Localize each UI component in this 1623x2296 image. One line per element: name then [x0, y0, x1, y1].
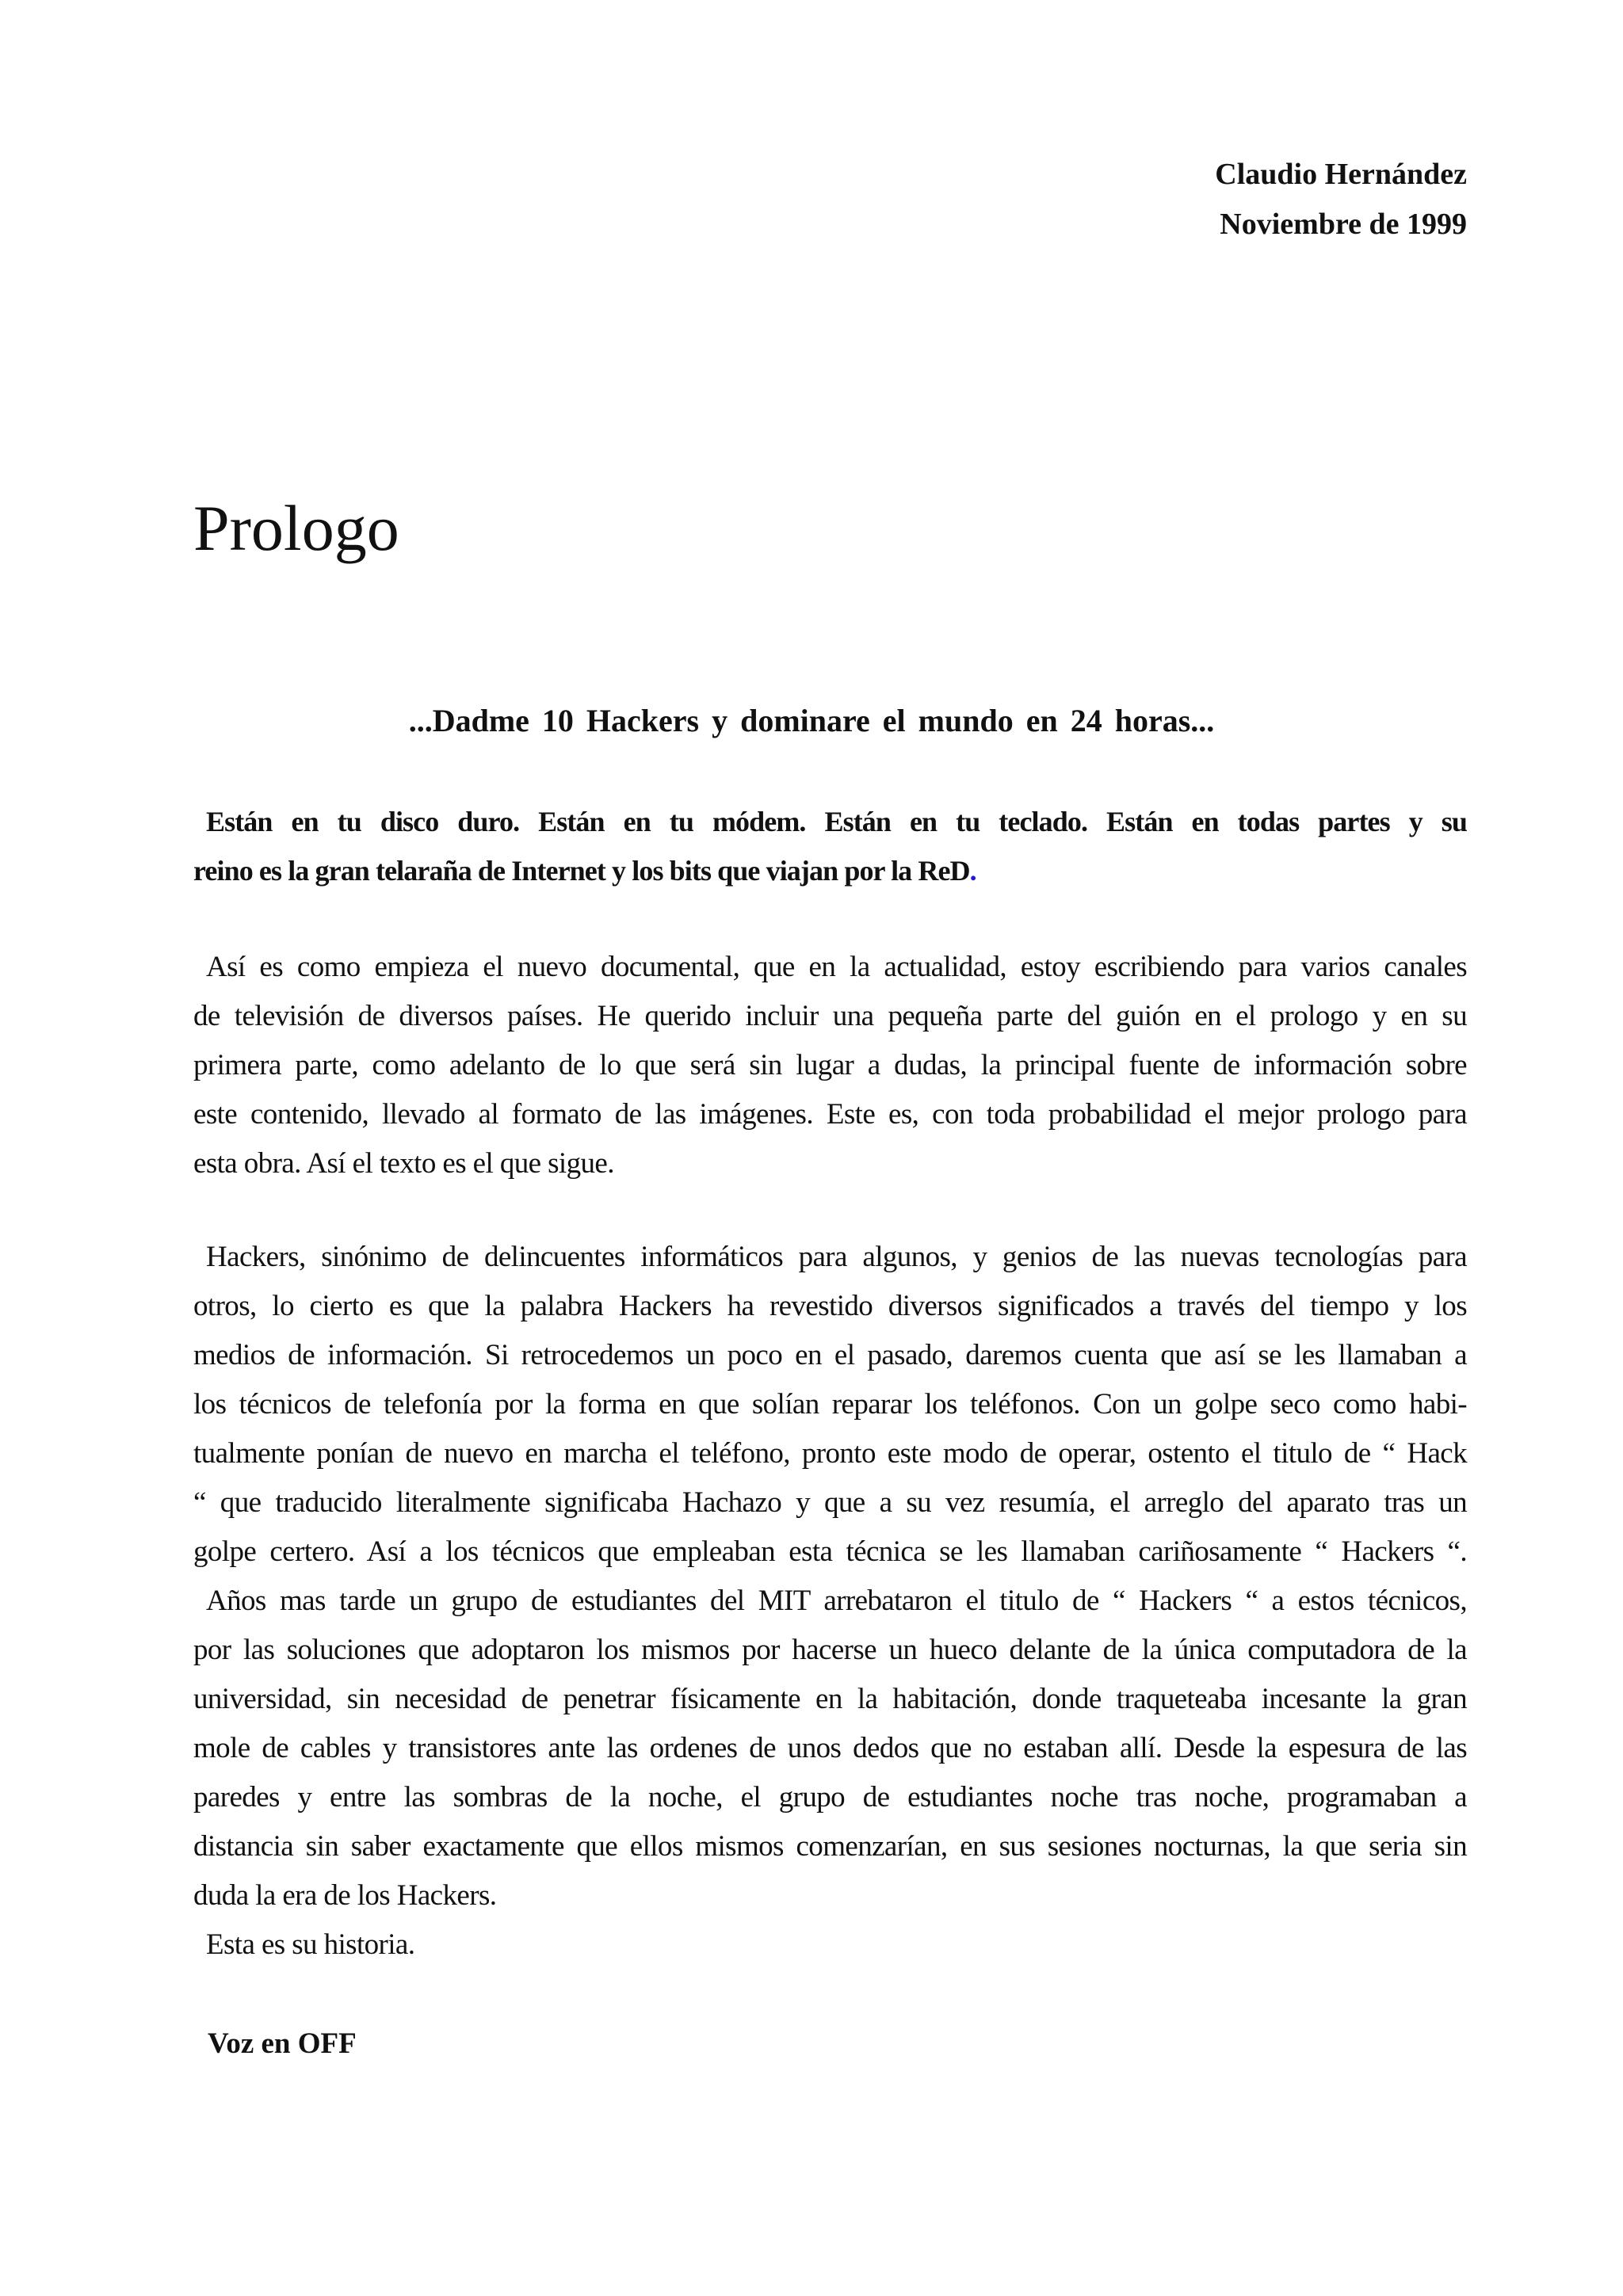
- page-title: Prologo: [193, 492, 399, 564]
- paragraph-line: de televisión de diversos países. He querido incluir una pequeña parte del guión en el prologo y en su: [193, 1000, 1467, 1032]
- paragraph-line: Hackers, sinónimo de delincuentes informáticos para algunos, y genios de las nuevas tecnologías para: [206, 1241, 1467, 1273]
- paragraph-line: este contenido, llevado al formato de las imágenes. Este es, con toda probabilidad el mejor prologo para: [193, 1098, 1467, 1131]
- paragraph-line: universidad, sin necesidad de penetrar físicamente en la habitación, donde traqueteaba incesante la gran: [193, 1683, 1467, 1715]
- paragraph-1: [193, 943, 1467, 1188]
- signature: Voz en OFF: [208, 2027, 357, 2060]
- paragraph-line: por las soluciones que adoptaron los mismos por hacerse un hueco delante de la única computadora de la: [193, 1634, 1467, 1666]
- paragraph-line: medios de información. Si retrocedemos un poco en el pasado, daremos cuenta que así se les llamaban a: [193, 1339, 1467, 1371]
- paragraph-line: los técnicos de telefonía por la forma en que solían reparar los teléfonos. Con un golpe seco como habi-: [193, 1388, 1467, 1421]
- intro-line-text: reino es la gran telaraña de Internet y los bits que viajan por la ReD: [193, 855, 970, 887]
- author-date: Noviembre de 1999: [1220, 208, 1467, 241]
- paragraph-line: esta obra. Así el texto es el que sigue.: [193, 1147, 614, 1180]
- paragraph-line: mole de cables y transistores ante las ordenes de unos dedos que no estaban allí. Desde la espesura de las: [193, 1732, 1467, 1764]
- paragraph-2: [193, 1233, 1467, 1970]
- paragraph-line: Esta es su historia.: [206, 1928, 415, 1961]
- paragraph-line: Años mas tarde un grupo de estudiantes del MIT arrebataron el titulo de “ Hackers “ a estos técnicos,: [206, 1585, 1467, 1617]
- paragraph-line: otros, lo cierto es que la palabra Hackers ha revestido diversos significados a través del tiempo y los: [193, 1290, 1467, 1322]
- paragraph-line: paredes y entre las sombras de la noche, el grupo de estudiantes noche tras noche, programaban a: [193, 1781, 1467, 1814]
- epigraph-quote: ...Dadme 10 Hackers y dominare el mundo en 24 horas...: [408, 703, 1215, 738]
- intro-line: [193, 846, 1467, 895]
- intro-trailing-period: .: [969, 855, 976, 887]
- paragraph-line: tualmente ponían de nuevo en marcha el teléfono, pronto este modo de operar, ostento el titulo de “ Hack: [193, 1437, 1467, 1470]
- intro-line: Están en tu disco duro. Están en tu módem. Están en tu teclado. Están en todas partes y su: [206, 806, 1467, 837]
- paragraph-line: golpe certero. Así a los técnicos que empleaban esta técnica se les llamaban cariñosamente “ Hackers “.: [193, 1535, 1467, 1568]
- intro-paragraph: [193, 797, 1467, 895]
- paragraph-line: primera parte, como adelanto de lo que será sin lugar a dudas, la principal fuente de información sobre: [193, 1049, 1467, 1081]
- author-name: Claudio Hernández: [1215, 158, 1467, 191]
- paragraph-line: “ que traducido literalmente significaba Hachazo y que a su vez resumía, el arreglo del aparato tras un: [193, 1486, 1467, 1519]
- paragraph-line: distancia sin saber exactamente que ellos mismos comenzarían, en sus sesiones nocturnas, la que seria sin: [193, 1830, 1467, 1863]
- paragraph-line: duda la era de los Hackers.: [193, 1879, 497, 1912]
- paragraph-line: Así es como empieza el nuevo documental, que en la actualidad, estoy escribiendo para varios canales: [206, 951, 1467, 983]
